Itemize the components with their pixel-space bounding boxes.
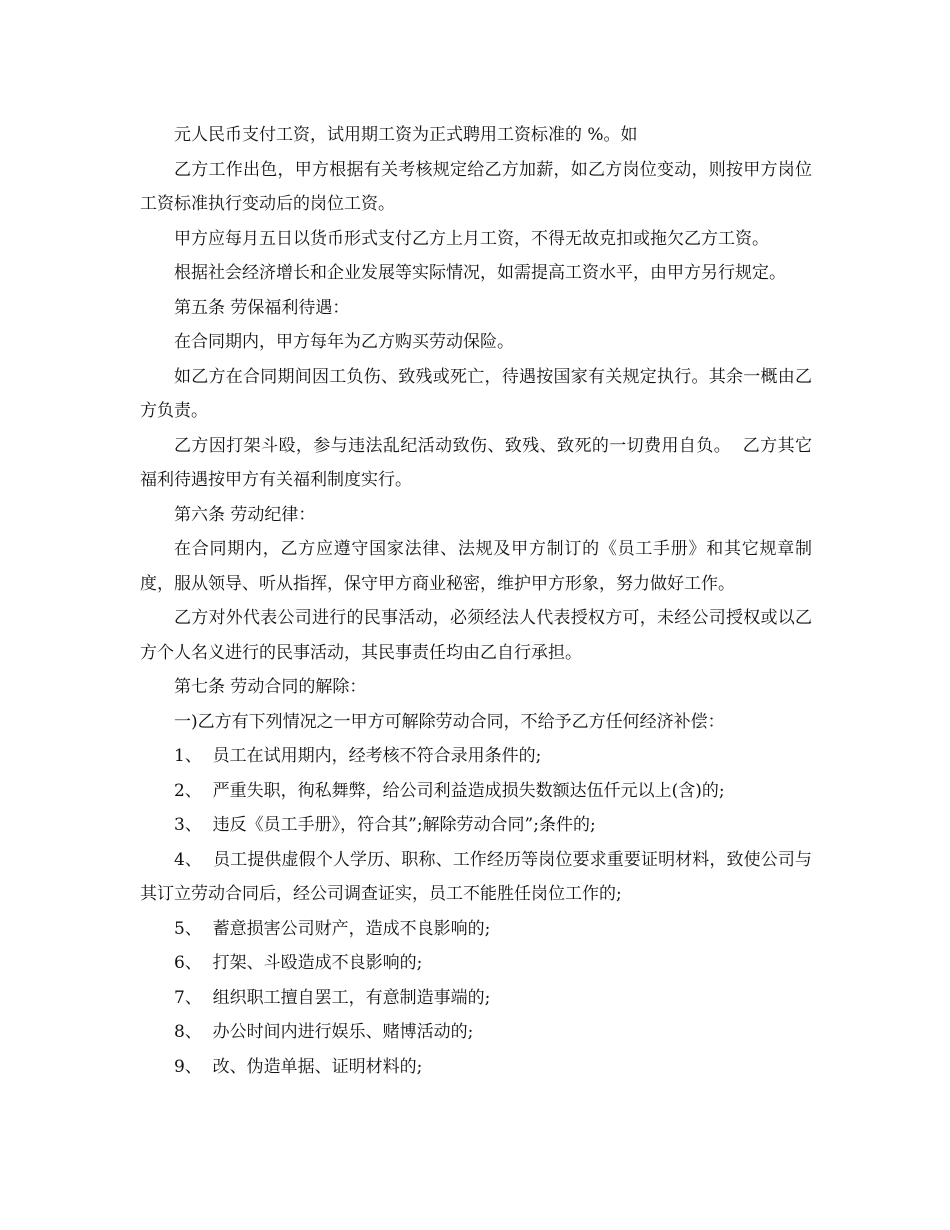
paragraph-termination-intro: 一)乙方有下列情况之一甲方可解除劳动合同，不给予乙方任何经济补偿： (174, 711, 725, 732)
list-item: 3、 违反《员工手册》，符合其”;解除劳动合同”;条件的; (174, 815, 596, 835)
list-item: 5、 蓄意损害公司财产，造成不良影响的; (174, 918, 491, 939)
article-7-heading: 第七条 劳动合同的解除： (174, 677, 367, 697)
paragraph-civil-activity: 乙方对外代表公司进行的民事活动，必须经法人代表授权方可，未经公司授权或以乙方个人名义进行的民事活动，其民事责任均由乙自行承担。 (140, 608, 812, 663)
article-6-heading: 第六条 劳动纪律： (174, 504, 316, 525)
list-item: 6、 打架、斗殴造成不良影响的; (174, 953, 423, 973)
paragraph-injury: 如乙方在合同期间因工负伤、致残或死亡，待遇按国家有关规定执行。其余一概由乙方负责。 (140, 366, 812, 421)
list-item: 9、 改、伪造单据、证明材料的; (174, 1056, 423, 1077)
paragraph-salary-adjust: 根据社会经济增长和企业发展等实际情况，如需提高工资水平，由甲方另行规定。 (174, 263, 786, 283)
paragraph-salary-raise: 乙方工作出色，甲方根据有关考核规定给乙方加薪，如乙方岗位变动，则按甲方岗位工资标准执行变动后的岗位工资。 (140, 159, 812, 214)
list-item: 8、 办公时间内进行娱乐、赌博活动的; (174, 1022, 474, 1042)
paragraph-fighting: 乙方因打架斗殴，参与违法乱纪活动致伤、致残、致死的一切费用自负。 乙方其它福利待遇按甲方有关福利制度实行。 (140, 435, 812, 490)
paragraph-salary-trial: 元人民币支付工资，试用期工资为正式聘用工资标准的 %。如 (174, 125, 638, 145)
list-item: 2、 严重失职，徇私舞弊，给公司利益造成损失数额达伍仟元以上(含)的; (174, 780, 725, 801)
article-5-heading: 第五条 劳保福利待遇： (174, 297, 350, 318)
document-body (140, 118, 812, 1084)
paragraph-salary-payment: 甲方应每月五日以货币形式支付乙方上月工资，不得无故克扣或拖欠乙方工资。 (174, 228, 769, 249)
list-item: 4、 员工提供虚假个人学历、职称、工作经历等岗位要求重要证明材料，致使公司与其订立劳动合同后，经公司调查证实，员工不能胜任岗位工作的; (140, 849, 812, 904)
list-item: 1、 员工在试用期内，经考核不符合录用条件的; (174, 746, 542, 766)
list-item: 7、 组织职工擅自罢工，有意制造事端的; (174, 987, 491, 1008)
paragraph-discipline: 在合同期内，乙方应遵守国家法律、法规及甲方制订的《员工手册》和其它规章制度，服从领导、听从指挥，保守甲方商业秘密，维护甲方形象，努力做好工作。 (140, 539, 812, 594)
paragraph-insurance: 在合同期内，甲方每年为乙方购买劳动保险。 (174, 332, 514, 352)
